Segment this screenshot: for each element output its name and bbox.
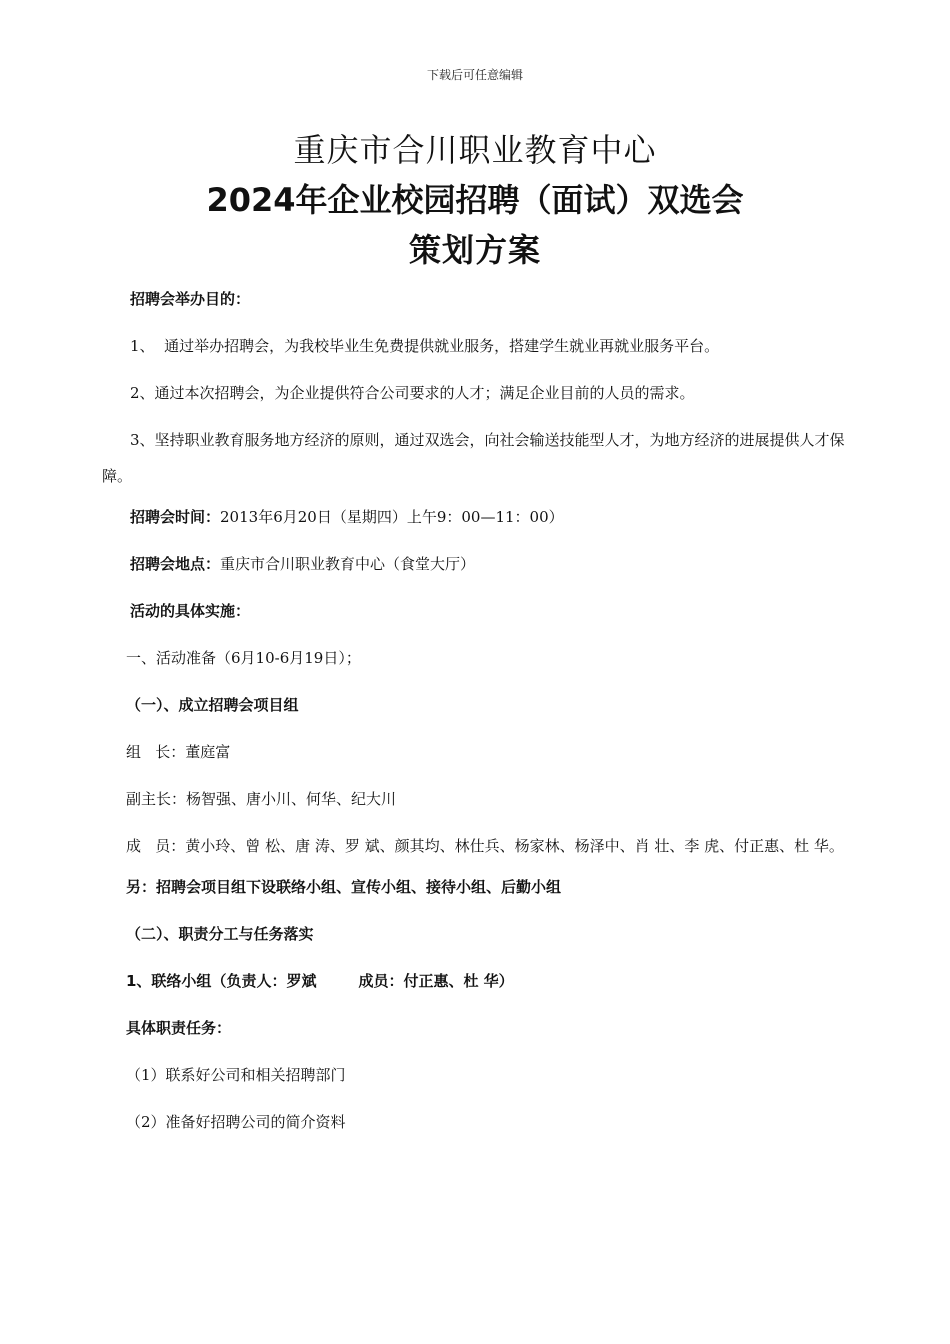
- duty-heading: （二）、职责分工与任务落实: [126, 925, 314, 943]
- activity-heading: 活动的具体实施：: [130, 602, 251, 620]
- prep-line: 一、活动准备（6月10-6月19日）；: [126, 649, 361, 667]
- liaison-members: 成员：付正惠、杜 华）: [358, 972, 514, 990]
- purpose-item-1: 1、 通过举办招聘会，为我校毕业生免费提供就业服务，搭建学生就业再就业服务平台。: [130, 337, 720, 355]
- group-heading: （一）、成立招聘会项目组: [126, 696, 299, 714]
- task-item-1: （1）联系好公司和相关招聘部门: [126, 1066, 346, 1084]
- document-body: [102, 286, 848, 1156]
- title-plan: 策划方案: [408, 231, 541, 269]
- title-event: 2024年企业校园招聘（面试）双选会: [206, 181, 744, 219]
- time-label: 招聘会时间：: [130, 508, 221, 526]
- vice-leader-line: 副主长：杨智强、唐小川、何华、纪大川: [126, 790, 397, 808]
- tasks-heading: 具体职责任务：: [126, 1019, 232, 1037]
- leader-line: 组 长：董庭富: [126, 743, 231, 761]
- liaison-leader: 1、联络小组（负责人：罗斌: [126, 972, 317, 990]
- time-value: 2013年6月20日（星期四）上午9：00—11：00）: [220, 508, 564, 526]
- liaison-line: [102, 968, 848, 994]
- place-label: 招聘会地点：: [130, 555, 221, 573]
- purpose-heading: 招聘会举办目的：: [130, 290, 251, 308]
- purpose-item-2: 2、通过本次招聘会，为企业提供符合公司要求的人才；满足企业目前的人员的需求。: [130, 384, 695, 402]
- time-line: [102, 504, 848, 530]
- title-block: [0, 128, 950, 272]
- place-value: 重庆市合川职业教育中心（食堂大厅）: [220, 555, 476, 573]
- subgroups-line: 另：招聘会项目组下设联络小组、宣传小组、接待小组、后勤小组: [126, 878, 562, 896]
- title-school: 重庆市合川职业教育中心: [293, 131, 657, 169]
- task-item-2: （2）准备好招聘公司的简介资料: [126, 1113, 346, 1131]
- purpose-item-3: 3、坚持职业教育服务地方经济的原则，通过双选会，向社会输送技能型人才，为地方经济的进展提供人才保障。: [102, 431, 845, 485]
- place-line: [102, 551, 848, 577]
- page-header-note: 下载后可任意编辑: [426, 68, 523, 82]
- members-line: 成 员：黄小玲、曾 松、唐 涛、罗 斌、颜其均、林仕兵、杨家林、杨泽中、肖 壮、李 虎、付正惠、杜 华。: [126, 837, 844, 855]
